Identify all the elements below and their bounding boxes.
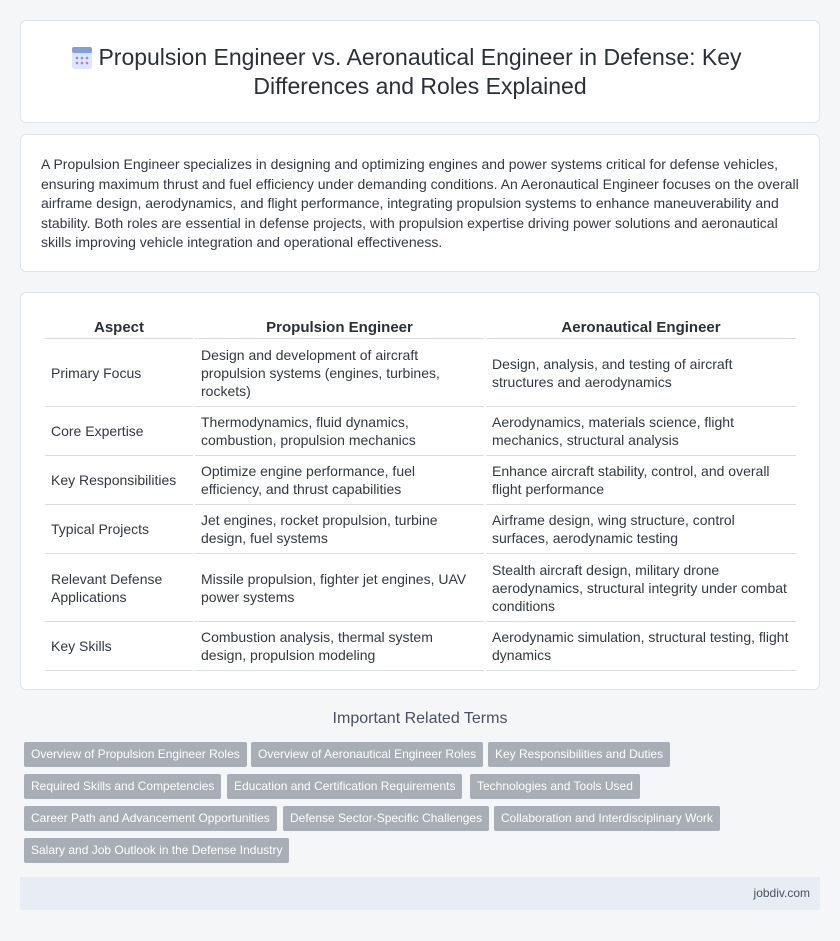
- related-term-tag[interactable]: Education and Certification Requirements: [227, 774, 462, 799]
- table-cell: Primary Focus: [45, 339, 193, 407]
- table-row: [45, 505, 796, 554]
- table-cell: Optimize engine performance, fuel efficiency, and thrust capabilities: [195, 456, 484, 505]
- table-cell: Stealth aircraft design, military drone aerodynamics, structural integrity under combat conditions: [486, 554, 796, 622]
- intro-card: [20, 134, 820, 272]
- table-row: [45, 339, 796, 407]
- related-term-tag[interactable]: Key Responsibilities and Duties: [488, 742, 670, 767]
- table-cell: Thermodynamics, fluid dynamics, combustion, propulsion mechanics: [195, 407, 484, 456]
- table-cell: Design and development of aircraft propulsion systems (engines, turbines, rockets): [195, 339, 484, 407]
- column-header-aspect: Aspect: [45, 313, 193, 339]
- table-row: [45, 554, 796, 622]
- column-header-aeronautical: Aeronautical Engineer: [486, 313, 796, 339]
- related-term-tag[interactable]: Defense Sector-Specific Challenges: [283, 806, 489, 831]
- table-cell: Key Responsibilities: [45, 456, 193, 505]
- related-term-tag[interactable]: Overview of Aeronautical Engineer Roles: [251, 742, 483, 767]
- table-row: [45, 407, 796, 456]
- table-row: [45, 456, 796, 505]
- table-cell: Aerodynamics, materials science, flight mechanics, structural analysis: [486, 407, 796, 456]
- column-header-propulsion: Propulsion Engineer: [195, 313, 484, 339]
- table-cell: Relevant Defense Applications: [45, 554, 193, 622]
- table-cell: Typical Projects: [45, 505, 193, 554]
- related-term-tag[interactable]: Career Path and Advancement Opportunities: [24, 806, 277, 831]
- table-cell: Enhance aircraft stability, control, and overall flight performance: [486, 456, 796, 505]
- related-term-tag[interactable]: Required Skills and Competencies: [24, 774, 221, 799]
- table-row: [45, 622, 796, 671]
- related-terms-heading: Important Related Terms: [332, 710, 508, 727]
- table-cell: Airframe design, wing structure, control surfaces, aerodynamic testing: [486, 505, 796, 554]
- page-title: Propulsion Engineer vs. Aeronautical Engineer in Defense: Key Differences and Roles Explained: [98, 44, 742, 99]
- comparison-table: [43, 313, 798, 671]
- footer-site-link[interactable]: jobdiv.com: [753, 886, 810, 900]
- table-cell: Combustion analysis, thermal system design, propulsion modeling: [195, 622, 484, 671]
- related-term-tag[interactable]: Technologies and Tools Used: [470, 774, 640, 799]
- table-cell: Jet engines, rocket propulsion, turbine design, fuel systems: [195, 505, 484, 554]
- related-term-tag[interactable]: Collaboration and Interdisciplinary Work: [494, 806, 720, 831]
- table-cell: Design, analysis, and testing of aircraft structures and aerodynamics: [486, 339, 796, 407]
- related-term-tag[interactable]: Overview of Propulsion Engineer Roles: [24, 742, 247, 767]
- related-term-tag[interactable]: Salary and Job Outlook in the Defense Industry: [24, 838, 289, 863]
- intro-paragraph: A Propulsion Engineer specializes in designing and optimizing engines and power systems critical for defense vehicles, ensuring maximum thrust and fuel efficiency under demanding conditions. An Aeronautical Engineer focuses on the overall airframe design, aerodynamics, and flight performance, integrating propulsion systems to enhance maneuverability and stability. Both roles are essential in defense projects, with propulsion expertise driving power solutions and aeronautical skills improving vehicle integration and operational effectiveness.: [41, 156, 799, 250]
- table-cell: Key Skills: [45, 622, 193, 671]
- table-cell: Missile propulsion, fighter jet engines, UAV power systems: [195, 554, 484, 622]
- comparison-table-card: [20, 292, 820, 690]
- table-header-row: [45, 313, 796, 339]
- header-card: [20, 20, 820, 123]
- footer-bar: [20, 877, 820, 910]
- table-cell: Core Expertise: [45, 407, 193, 456]
- table-cell: Aerodynamic simulation, structural testing, flight dynamics: [486, 622, 796, 671]
